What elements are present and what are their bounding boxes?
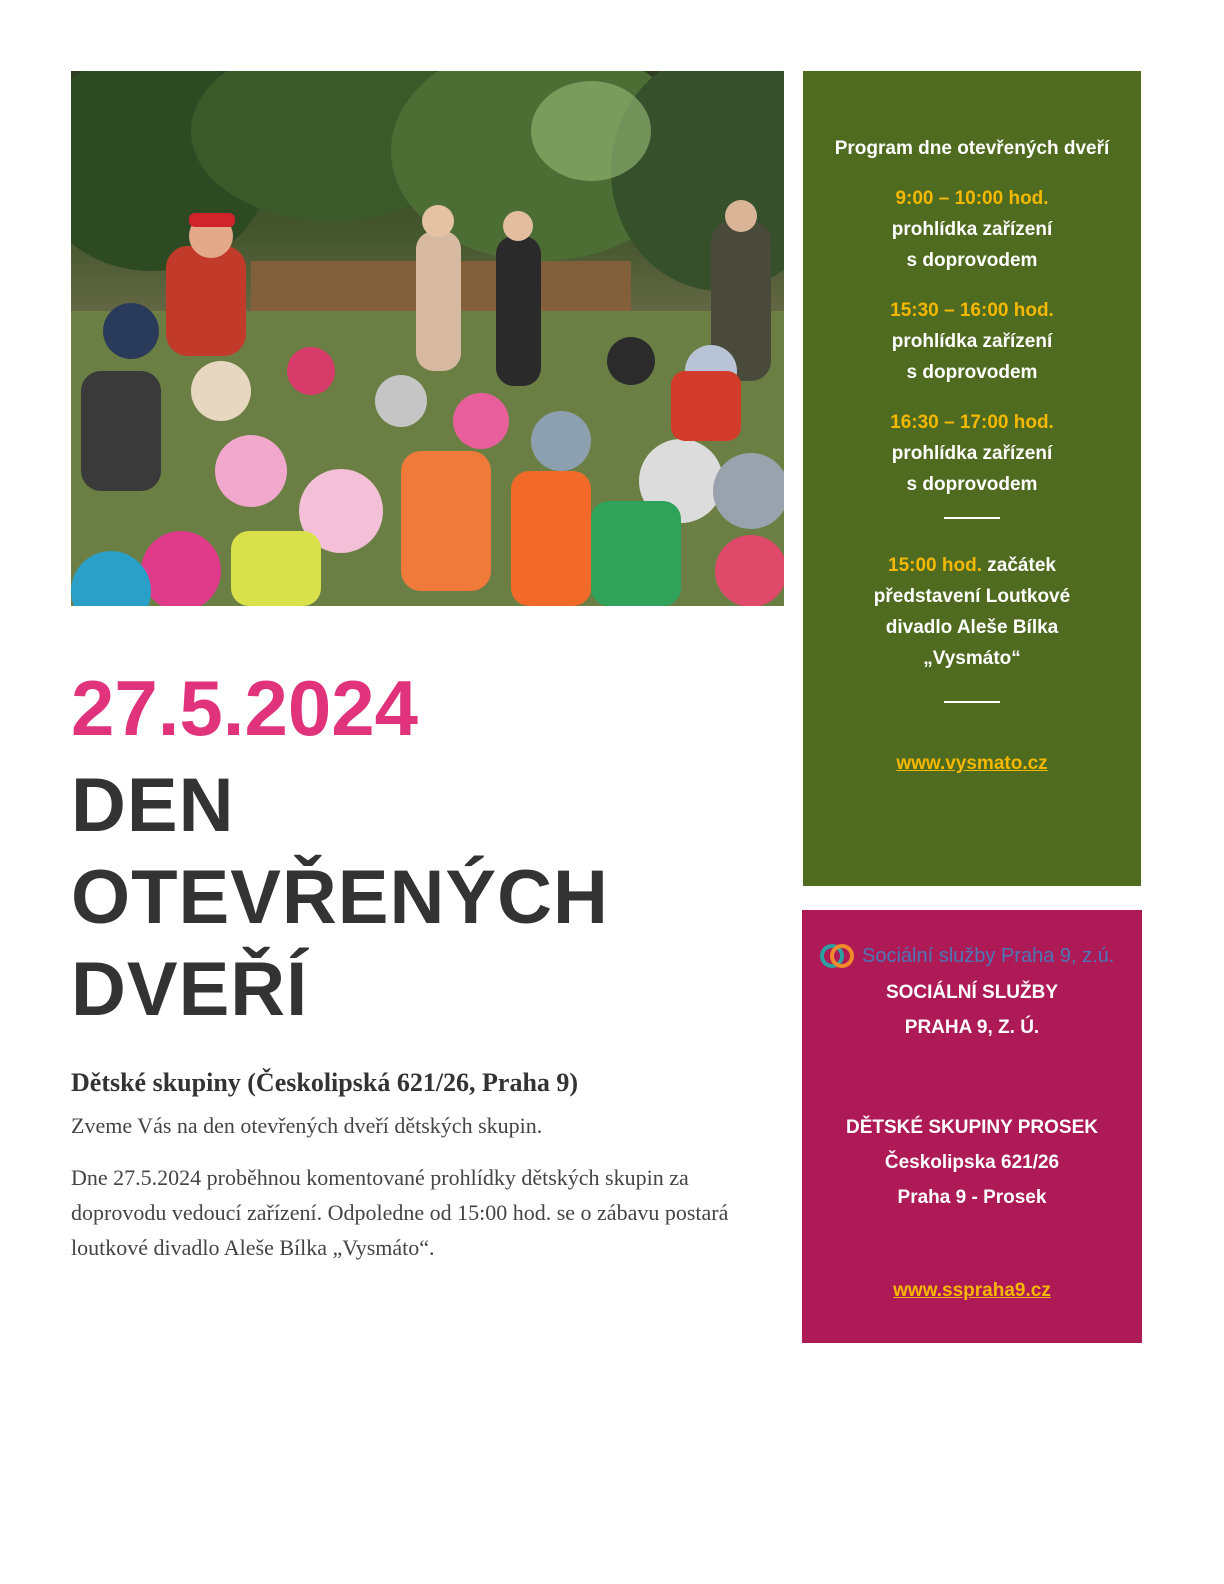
slot-1-desc-2: s doprovodem <box>906 250 1038 271</box>
details-paragraph: Dne 27.5.2024 proběhnou komentované prohlídky dětských skupin za doprovodu vedoucí zařízení. Odpoledne od 15:00 hod. se o zábavu postará loutkové divadlo Aleše Bílka „Vysmáto“. <box>71 1165 729 1260</box>
slot-3-time: 16:30 – 17:00 hod. <box>890 412 1054 433</box>
organization-logo <box>820 940 1130 972</box>
show-start-label: začátek <box>987 555 1056 576</box>
slot-2-desc: prohlídka zařízení <box>891 331 1053 352</box>
slot-1-desc: prohlídka zařízení <box>891 219 1053 240</box>
org-name-line-2: PRAHA 9, Z. Ú. <box>904 1017 1040 1038</box>
event-photo <box>71 71 784 606</box>
show-line-4: „Vysmáto“ <box>923 648 1021 669</box>
title-line-1: DEN <box>71 763 235 848</box>
facility-street: Českolipska 621/26 <box>884 1152 1060 1173</box>
facility-name: DĚTSKÉ SKUPINY PROSEK <box>846 1117 1098 1138</box>
sspraha9-link[interactable]: www.sspraha9.cz <box>893 1280 1051 1301</box>
page-title <box>71 760 771 1036</box>
location-subheading: Dětské skupiny (Českolipská 621/26, Praha 9) <box>71 1068 579 1097</box>
slot-2-desc-2: s doprovodem <box>906 362 1038 383</box>
photo-illustration <box>71 71 784 606</box>
vysmato-link[interactable]: www.vysmato.cz <box>896 753 1048 774</box>
organization-panel <box>802 910 1142 1343</box>
title-line-3: DVEŘÍ <box>71 947 309 1032</box>
invitation-paragraph: Zveme Vás na den otevřených dveří dětských skupin. <box>71 1113 543 1138</box>
org-name-line-1: SOCIÁLNÍ SLUŽBY <box>885 982 1059 1003</box>
program-title: Program dne otevřených dveří <box>834 138 1110 159</box>
title-line-2: OTEVŘENÝCH <box>71 855 609 940</box>
divider-2 <box>803 674 1141 730</box>
logo-text: Sociální služby Praha 9, z.ú. <box>862 944 1115 967</box>
slot-3-desc-2: s doprovodem <box>906 474 1038 495</box>
rings-logo-icon <box>820 941 856 971</box>
show-line-3: divadlo Aleše Bílka <box>885 617 1059 638</box>
slot-3-desc: prohlídka zařízení <box>891 443 1053 464</box>
show-line-2: představení Loutkové <box>873 586 1071 607</box>
program-panel <box>803 71 1141 886</box>
event-date: 27.5.2024 <box>71 664 419 752</box>
slot-2-time: 15:30 – 16:00 hod. <box>890 300 1054 321</box>
show-line-1 <box>803 550 1141 581</box>
divider-1 <box>803 500 1141 536</box>
show-time: 15:00 hod. <box>888 555 983 576</box>
slot-1-time: 9:00 – 10:00 hod. <box>895 188 1049 209</box>
facility-city: Praha 9 - Prosek <box>897 1187 1047 1208</box>
